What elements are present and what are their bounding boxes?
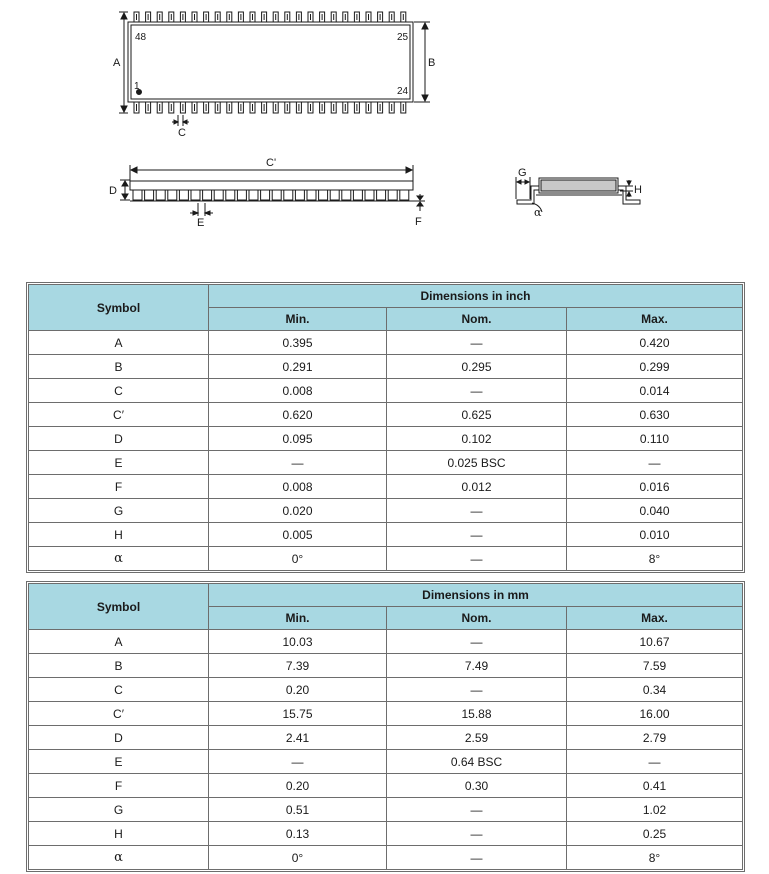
side-pin-lead — [342, 190, 351, 200]
side-pin-lead — [237, 190, 246, 200]
table-row — [29, 547, 743, 571]
max-cell: 0.25 — [567, 822, 743, 846]
symbol-cell: E — [29, 451, 209, 475]
nom-cell: 0.025 BSC — [387, 451, 567, 475]
nom-cell: 0.295 — [387, 355, 567, 379]
max-cell: 10.67 — [567, 630, 743, 654]
min-cell: 0° — [209, 547, 387, 571]
side-pin-lead — [353, 190, 362, 200]
table-row — [29, 427, 743, 451]
symbol-cell: F — [29, 774, 209, 798]
min-header: Min. — [209, 607, 387, 630]
max-cell: 0.014 — [567, 379, 743, 403]
side-pin-lead — [133, 190, 142, 200]
symbol-header: Symbol — [29, 285, 209, 331]
nom-cell: — — [387, 822, 567, 846]
side-pin-lead — [330, 190, 339, 200]
min-cell: 0.291 — [209, 355, 387, 379]
max-cell: 1.02 — [567, 798, 743, 822]
nom-cell: 15.88 — [387, 702, 567, 726]
nom-cell: 7.49 — [387, 654, 567, 678]
min-cell: 15.75 — [209, 702, 387, 726]
dim-label-B: B — [428, 57, 436, 69]
dimensions-inch-table-frame — [26, 282, 745, 573]
table-row — [29, 822, 743, 846]
symbol-cell: H — [29, 523, 209, 547]
max-cell: 0.299 — [567, 355, 743, 379]
symbol-cell: E — [29, 750, 209, 774]
max-cell: 8° — [567, 846, 743, 870]
nom-cell: — — [387, 798, 567, 822]
max-cell: 0.420 — [567, 331, 743, 355]
max-cell: 0.040 — [567, 499, 743, 523]
nom-cell: 2.59 — [387, 726, 567, 750]
max-cell: 0.110 — [567, 427, 743, 451]
nom-cell: 0.102 — [387, 427, 567, 451]
table-row — [29, 403, 743, 427]
dim-label-E: E — [197, 217, 205, 229]
table-row — [29, 523, 743, 547]
side-pins — [133, 190, 409, 200]
min-cell: 0.395 — [209, 331, 387, 355]
pin-48-label: 48 — [135, 32, 147, 43]
min-cell: 0.13 — [209, 822, 387, 846]
side-pin-lead — [319, 190, 328, 200]
symbol-cell: C — [29, 379, 209, 403]
min-header: Min. — [209, 308, 387, 331]
min-cell: 7.39 — [209, 654, 387, 678]
nom-cell: 0.625 — [387, 403, 567, 427]
side-pin-lead — [388, 190, 397, 200]
nom-cell: — — [387, 379, 567, 403]
table-row — [29, 630, 743, 654]
symbol-cell: C′ — [29, 702, 209, 726]
dim-label-H: H — [634, 184, 642, 196]
table-row — [29, 702, 743, 726]
nom-cell: — — [387, 499, 567, 523]
min-cell: 0.020 — [209, 499, 387, 523]
top-view-drawing — [119, 12, 430, 126]
max-cell: 16.00 — [567, 702, 743, 726]
table-row — [29, 331, 743, 355]
min-cell: 0.20 — [209, 678, 387, 702]
min-cell: 0.008 — [209, 475, 387, 499]
nom-cell: — — [387, 846, 567, 870]
top-pins-lower — [134, 102, 406, 113]
symbol-cell: G — [29, 499, 209, 523]
side-pin-lead — [191, 190, 200, 200]
symbol-cell: B — [29, 654, 209, 678]
side-pin-lead — [203, 190, 212, 200]
table-row — [29, 798, 743, 822]
dim-label-A: A — [113, 57, 121, 69]
max-cell: — — [567, 451, 743, 475]
min-cell: 0.20 — [209, 774, 387, 798]
nom-cell: — — [387, 523, 567, 547]
max-cell: — — [567, 750, 743, 774]
symbol-cell: B — [29, 355, 209, 379]
max-cell: 0.016 — [567, 475, 743, 499]
side-pin-lead — [145, 190, 154, 200]
nom-cell: — — [387, 547, 567, 571]
table-row — [29, 475, 743, 499]
side-pin-lead — [179, 190, 188, 200]
group-header: Dimensions in inch — [209, 285, 743, 308]
side-pin-lead — [249, 190, 258, 200]
dim-label-C: C — [178, 127, 186, 139]
symbol-cell: G — [29, 798, 209, 822]
symbol-header: Symbol — [29, 584, 209, 630]
side-pin-lead — [365, 190, 374, 200]
side-pin-lead — [400, 190, 409, 200]
table-row — [29, 774, 743, 798]
min-cell: 2.41 — [209, 726, 387, 750]
pin-25-label: 25 — [397, 32, 409, 43]
min-cell: 10.03 — [209, 630, 387, 654]
max-cell: 8° — [567, 547, 743, 571]
side-pin-lead — [226, 190, 235, 200]
table-row — [29, 355, 743, 379]
max-cell: 0.010 — [567, 523, 743, 547]
pin-24-label: 24 — [397, 86, 409, 97]
side-pin-lead — [272, 190, 281, 200]
nom-cell: 0.30 — [387, 774, 567, 798]
dimensions-inch-table — [28, 284, 743, 571]
pin-1-label: 1 — [134, 81, 140, 92]
min-cell: 0.620 — [209, 403, 387, 427]
top-pins-upper — [134, 12, 406, 22]
table-row — [29, 654, 743, 678]
side-body — [130, 181, 413, 190]
nom-cell: 0.64 BSC — [387, 750, 567, 774]
dimensions-mm-table-frame — [26, 581, 745, 872]
max-header: Max. — [567, 308, 743, 331]
side-pin-lead — [307, 190, 316, 200]
table-row — [29, 750, 743, 774]
table-row — [29, 846, 743, 870]
dim-label-C-prime: C' — [266, 157, 277, 169]
side-pin-lead — [377, 190, 386, 200]
max-header: Max. — [567, 607, 743, 630]
table-row — [29, 726, 743, 750]
table-row — [29, 499, 743, 523]
table-row — [29, 678, 743, 702]
table-row — [29, 451, 743, 475]
side-view-drawing — [120, 165, 425, 216]
symbol-cell: A — [29, 331, 209, 355]
dimensions-mm-table — [28, 583, 743, 870]
symbol-cell: D — [29, 726, 209, 750]
dim-label-alpha: α — [534, 206, 542, 219]
max-cell: 0.630 — [567, 403, 743, 427]
top-body-outline — [128, 22, 413, 102]
symbol-cell: A — [29, 630, 209, 654]
package-outline-drawings — [0, 0, 769, 240]
max-cell: 2.79 — [567, 726, 743, 750]
side-pin-lead — [284, 190, 293, 200]
nom-cell: — — [387, 331, 567, 355]
nom-cell: 0.012 — [387, 475, 567, 499]
nom-cell: — — [387, 630, 567, 654]
min-cell: 0.005 — [209, 523, 387, 547]
dim-label-G: G — [518, 167, 527, 179]
min-cell: 0.095 — [209, 427, 387, 451]
symbol-cell: F — [29, 475, 209, 499]
table-row — [29, 379, 743, 403]
min-cell: 0.51 — [209, 798, 387, 822]
symbol-cell: α — [29, 547, 209, 571]
side-pin-lead — [261, 190, 270, 200]
min-cell: — — [209, 750, 387, 774]
side-pin-lead — [156, 190, 165, 200]
symbol-cell: C′ — [29, 403, 209, 427]
side-pin-lead — [295, 190, 304, 200]
symbol-cell: D — [29, 427, 209, 451]
side-pin-lead — [168, 190, 177, 200]
max-cell: 7.59 — [567, 654, 743, 678]
nom-header: Nom. — [387, 607, 567, 630]
min-cell: 0° — [209, 846, 387, 870]
nom-header: Nom. — [387, 308, 567, 331]
symbol-cell: H — [29, 822, 209, 846]
group-header: Dimensions in mm — [209, 584, 743, 607]
symbol-cell: α — [29, 846, 209, 870]
dim-label-D: D — [109, 185, 117, 197]
symbol-cell: C — [29, 678, 209, 702]
side-pin-lead — [214, 190, 223, 200]
dim-label-F: F — [415, 216, 422, 228]
nom-cell: — — [387, 678, 567, 702]
max-cell: 0.34 — [567, 678, 743, 702]
min-cell: — — [209, 451, 387, 475]
max-cell: 0.41 — [567, 774, 743, 798]
min-cell: 0.008 — [209, 379, 387, 403]
